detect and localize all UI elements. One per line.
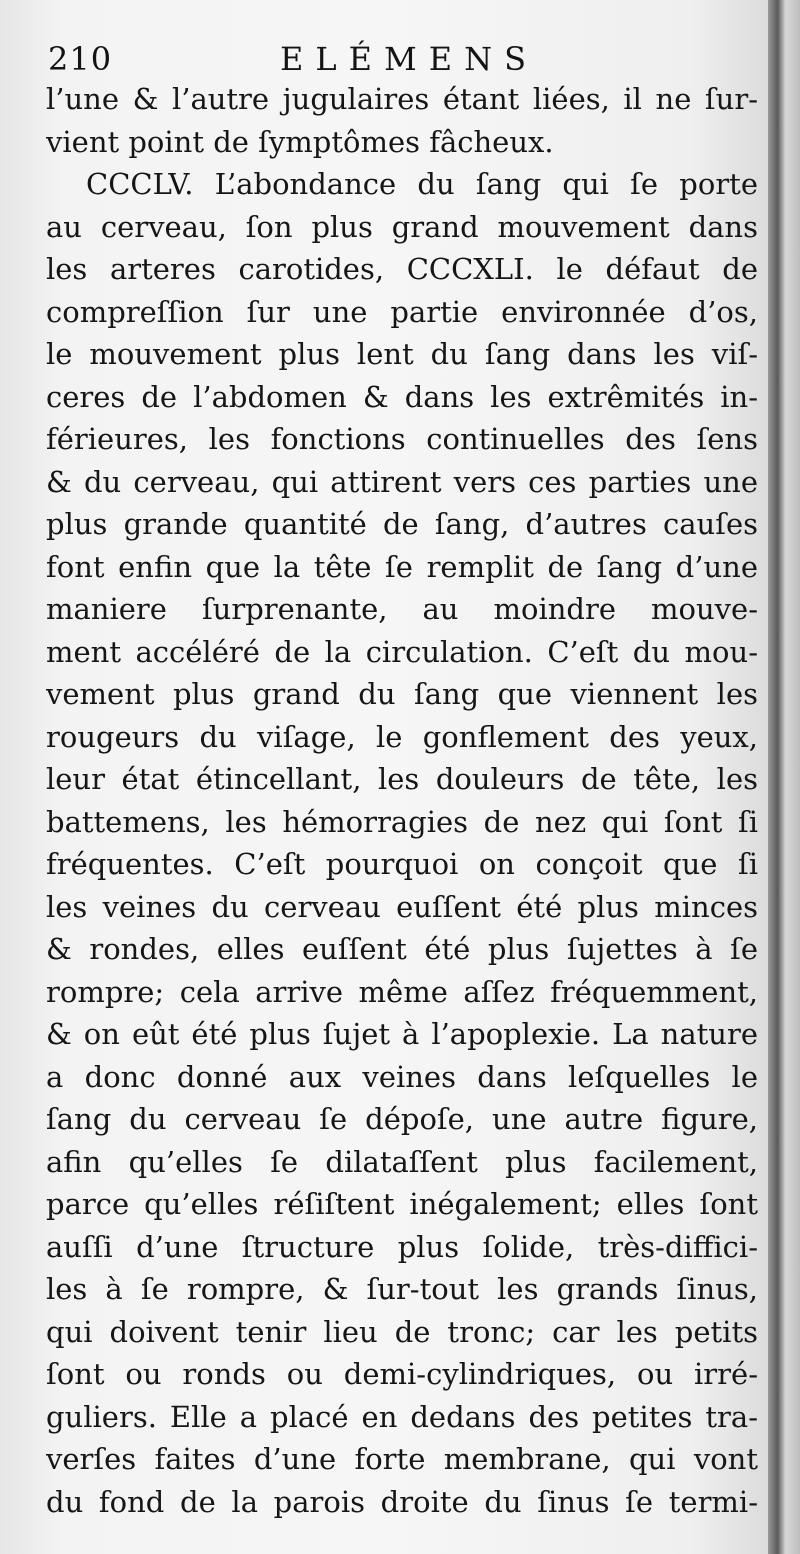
text-line: verſes faites d’une forte membrane, qui vont — [46, 1442, 758, 1476]
text-line: font enfin que la tête ſe remplit de ſang d’une — [46, 549, 758, 584]
text-line: qui doivent tenir lieu de tronc; car les petits — [46, 1314, 758, 1349]
body-text — [46, 78, 758, 1523]
text-line: CCCLV. L’abondance du ſang qui ſe porte — [86, 167, 758, 201]
text-line: auſſi d’une ſtructure plus ſolide, très-diffici- — [46, 1229, 758, 1264]
text-line: l’une & l’autre jugulaires étant liées, il ne ſur- — [46, 82, 758, 116]
page-number: 210 — [48, 40, 113, 78]
text-line: guliers. Elle a placé en dedans des petites tra- — [46, 1399, 758, 1434]
text-line: battemens, les hémorragies de nez qui ſont ſi — [46, 804, 758, 839]
text-line: & du cerveau, qui attirent vers ces parties une — [46, 464, 758, 499]
text-line: a donc donné aux veines dans leſquelles le — [46, 1059, 758, 1094]
text-line: vement plus grand du ſang que viennent les — [46, 677, 758, 711]
running-head: ELÉMENS — [280, 40, 539, 78]
text-line: du fond de la parois droite du ſinus ſe termi- — [46, 1484, 758, 1519]
text-line: maniere ſurprenante, au moindre mouve- — [46, 592, 758, 626]
text-line: les arteres carotides, CCCXLI. le défaut de — [46, 252, 758, 286]
text-line: & rondes, elles euſſent été plus ſujettes à ſe — [46, 932, 758, 966]
text-line: compreſſion ſur une partie environnée d’os, — [46, 294, 758, 329]
text-line: fréquentes. C’eſt pourquoi on conçoit que ſi — [46, 847, 758, 881]
text-line: vient point de ſymptômes fâcheux. — [46, 124, 554, 159]
adjacent-page-edge — [768, 0, 800, 1554]
text-line: parce qu’elles réſiſtent inégalement; elles ſont — [46, 1187, 758, 1221]
text-line: ſang du cerveau ſe dépoſe, une autre figure, — [46, 1102, 758, 1136]
text-line: ſont ou ronds ou demi-cylindriques, ou irré- — [46, 1357, 758, 1391]
text-line: les à ſe rompre, & ſur-tout les grands ſinus, — [46, 1272, 758, 1306]
text-line: au cerveau, ſon plus grand mouvement dans — [46, 209, 758, 244]
text-line: leur état étincellant, les douleurs de tête, les — [46, 762, 758, 796]
text-line: férieures, les fonctions continuelles des ſens — [46, 422, 758, 456]
text-line: afin qu’elles ſe dilataſſent plus facilement, — [46, 1144, 758, 1179]
text-line: les veines du cerveau euſſent été plus minces — [46, 889, 758, 924]
text-line: plus grande quantité de ſang, d’autres cauſes — [46, 507, 758, 541]
text-line: ceres de l’abdomen & dans les extrêmités in- — [46, 379, 758, 414]
text-line: le mouvement plus lent du ſang dans les viſ- — [46, 337, 758, 371]
text-line: & on eût été plus ſujet à l’apoplexie. La nature — [46, 1017, 758, 1051]
text-line: rompre; cela arrive même aſſez fréquemment, — [46, 974, 758, 1009]
text-line: rougeurs du viſage, le gonflement des yeux, — [46, 719, 758, 754]
text-line: ment accéléré de la circulation. C’eſt du mou- — [46, 634, 758, 669]
